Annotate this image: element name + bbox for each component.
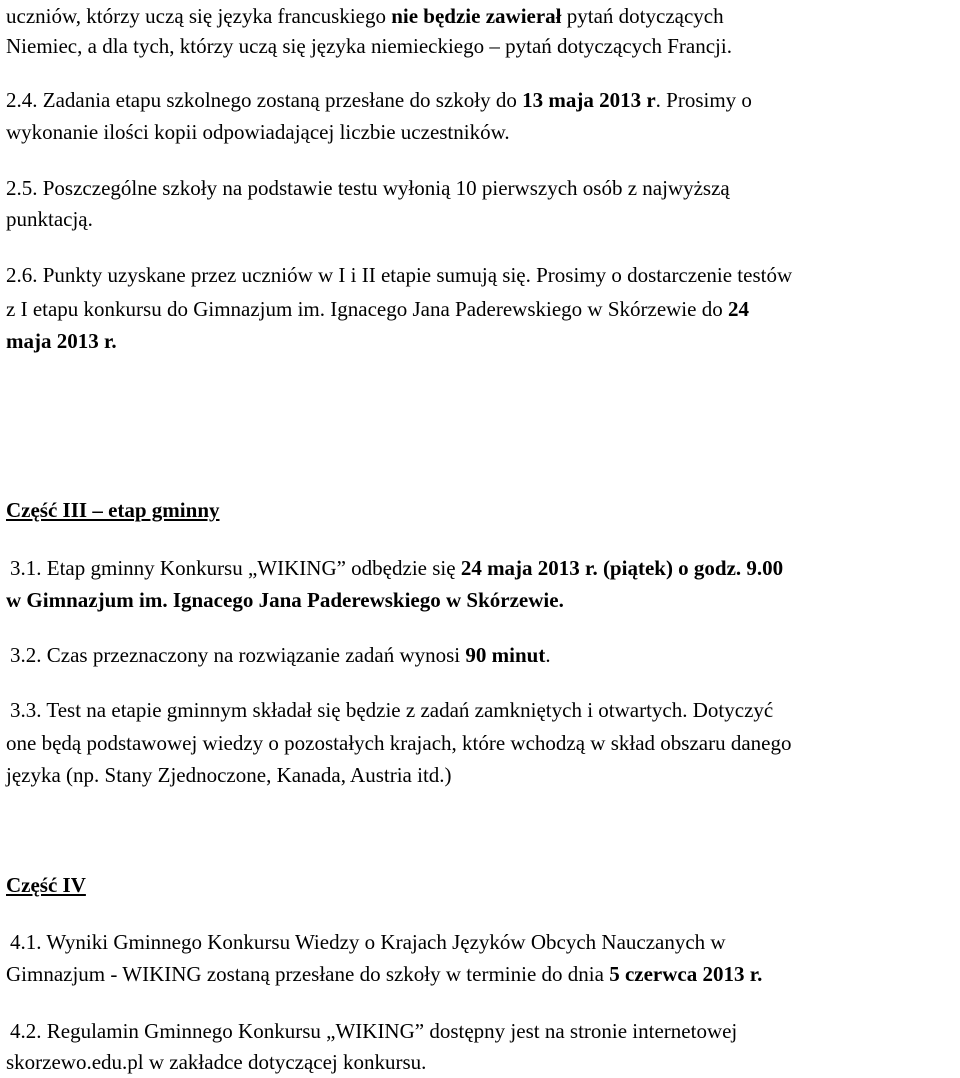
- intro-line-1: [6, 0, 724, 32]
- paragraph-3-1-line-2: [6, 584, 564, 616]
- date-bold: 5 czerwca 2013 r.: [609, 962, 763, 986]
- date-bold: maja 2013 r.: [6, 329, 117, 353]
- paragraph-text: . Prosimy o: [655, 88, 752, 112]
- paragraph-text: 3.2. Czas przeznaczony na rozwiązanie zadań wynosi: [10, 643, 466, 667]
- section-heading-part-4: Część IV: [6, 873, 86, 897]
- paragraph-3-3-line-3: języka (np. Stany Zjednoczone, Kanada, Austria itd.): [6, 763, 452, 787]
- paragraph-text: Gimnazjum - WIKING zostaną przesłane do szkoły w terminie do dnia: [6, 962, 610, 986]
- intro-text: pytań dotyczących: [561, 4, 724, 28]
- paragraph-4-1-line-2: [6, 958, 762, 990]
- date-bold: 24 maja 2013 r. (piątek) o godz. 9.00: [460, 556, 784, 580]
- date-bold: 13 maja 2013 r: [522, 88, 656, 112]
- section-heading-part-3: Część III – etap gminny: [6, 498, 220, 522]
- paragraph-2-6-line-3: [6, 325, 117, 357]
- paragraph-4-2-line-1: 4.2. Regulamin Gminnego Konkursu „WIKING” dostępny jest na stronie internetowej: [10, 1019, 738, 1043]
- paragraph-3-3-line-2: one będą podstawowej wiedzy o pozostałych krajach, które wchodzą w skład obszaru danego: [6, 731, 792, 755]
- intro-bold-text: nie będzie zawierał: [391, 4, 562, 28]
- duration-bold: 90 minut: [465, 643, 546, 667]
- paragraph-4-2-line-2: skorzewo.edu.pl w zakładce dotyczącej konkursu.: [6, 1050, 427, 1074]
- paragraph-3-2: [6, 639, 551, 671]
- paragraph-2-5-line-2: punktacją.: [6, 207, 93, 231]
- paragraph-2-6-line-2: [6, 293, 749, 325]
- paragraph-text: 3.1. Etap gminny Konkursu „WIKING” odbędzie się: [10, 556, 461, 580]
- paragraph-3-3-line-1: 3.3. Test na etapie gminnym składał się będzie z zadań zamkniętych i otwartych. Dotyczyć: [10, 698, 774, 722]
- paragraph-text: z I etapu konkursu do Gimnazjum im. Ignacego Jana Paderewskiego w Skórzewie do: [6, 297, 728, 321]
- paragraph-2-5-line-1: 2.5. Poszczególne szkoły na podstawie testu wyłonią 10 pierwszych osób z najwyższą: [6, 176, 730, 200]
- intro-line-2: Niemiec, a dla tych, którzy uczą się języka niemieckiego – pytań dotyczących Francji.: [6, 34, 732, 58]
- paragraph-text: .: [545, 643, 551, 667]
- paragraph-2-4-line-2: wykonanie ilości kopii odpowiadającej liczbie uczestników.: [6, 120, 510, 144]
- intro-text: uczniów, którzy uczą się języka francuskiego: [6, 4, 392, 28]
- date-bold: 24: [727, 297, 749, 321]
- paragraph-2-4-line-1: [6, 84, 752, 116]
- location-bold: w Gimnazjum im. Ignacego Jana Paderewskiego w Skórzewie.: [6, 588, 564, 612]
- paragraph-4-1-line-1: 4.1. Wyniki Gminnego Konkursu Wiedzy o Krajach Języków Obcych Nauczanych w: [10, 930, 726, 954]
- paragraph-3-1-line-1: [6, 552, 783, 584]
- paragraph-2-6-line-1: 2.6. Punkty uzyskane przez uczniów w I i II etapie sumują się. Prosimy o dostarczenie testów: [6, 263, 793, 287]
- paragraph-text: 2.4. Zadania etapu szkolnego zostaną przesłane do szkoły do: [6, 88, 523, 112]
